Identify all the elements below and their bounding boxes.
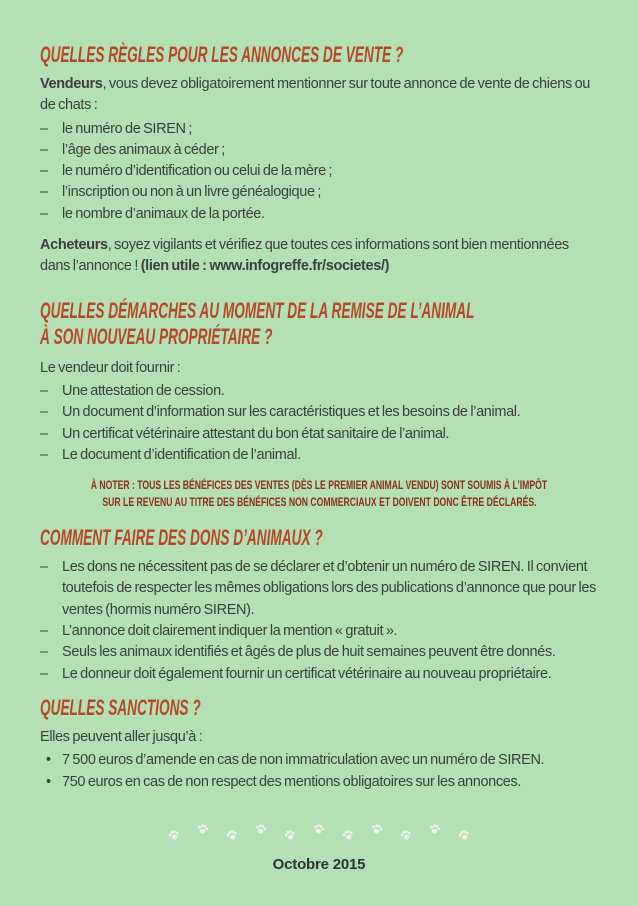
infogreffe-url: (lien utile : www.infogreffe.fr/societes/) [140, 258, 390, 275]
list-item: – Seuls les animaux identifiés et âgés de plus de huit semaines peuvent être donnés. [40, 642, 598, 663]
tax-note [40, 477, 598, 511]
rules-list [40, 119, 598, 225]
list-item: – le numéro d’identification ou celui de la mère ; [40, 161, 598, 182]
paw-print-icon [370, 822, 385, 837]
handover-intro: Le vendeur doit fournir : [40, 359, 181, 376]
paw-print-row [0, 822, 638, 848]
buyers-note [40, 235, 598, 278]
buyers-note-text: , soyez vigilants et vérifiez que toutes ces informations sont bien mentionnées dans l’annonce ! [40, 237, 569, 275]
buyers-note-lead: Acheteurs [40, 237, 108, 254]
paw-print-icon [341, 828, 356, 843]
list-item: – Un certificat vétérinaire attestant du bon état sanitaire de l’animal. [40, 424, 598, 445]
sanctions-intro: Elles peuvent aller jusqu’à : [40, 728, 203, 745]
donations-list [40, 557, 598, 685]
paw-print-icon [428, 822, 443, 837]
list-item: – l’âge des animaux à céder ; [40, 140, 598, 161]
list-item: – Le document d’identification de l’animal. [40, 445, 598, 466]
paw-print-icon [283, 828, 298, 843]
tax-note-line1: À NOTER : TOUS LES BÉNÉFICES DES VENTES (DÈS LE PREMIER ANIMAL VENDU) SONT SOUMIS À L’IMPÔT [90, 478, 548, 493]
handover-heading-line2: À SON NOUVEAU PROPRIÉTAIRE ? [40, 323, 273, 349]
list-item: – le nombre d’animaux de la portée. [40, 204, 598, 225]
paw-print-icon [457, 828, 472, 843]
rules-intro-text: , vous devez obligatoirement mentionner sur toute annonce de vente de chiens ou de chats : [40, 76, 591, 114]
section-heading-sanctions: QUELLES SANCTIONS ? [40, 694, 201, 720]
section-heading-rules: QUELLES RÈGLES POUR LES ANNONCES DE VENTE ? [40, 42, 404, 67]
list-item: – L’annonce doit clairement indiquer la mention « gratuit ». [40, 621, 598, 642]
list-item: – Une attestation de cession. [40, 381, 598, 402]
paw-print-icon [225, 828, 240, 843]
tax-note-line2: SUR LE REVENU AU TITRE DES BÉNÉFICES NON COMMERCIAUX ET DOIVENT DONC ÊTRE DÉCLARÉS. [101, 495, 537, 510]
rules-intro-lead: Vendeurs [40, 76, 103, 92]
handover-list [40, 381, 598, 466]
sanctions-list [40, 750, 598, 793]
paw-print-icon [254, 822, 269, 837]
flyer-footer [0, 822, 638, 873]
list-item: – Le donneur doit également fournir un certificat vétérinaire au nouveau propriétaire. [40, 664, 598, 685]
paw-print-icon [399, 828, 414, 843]
handover-heading-line1: QUELLES DÉMARCHES AU MOMENT DE LA REMISE DE L’ANIMAL [40, 297, 475, 323]
publication-date: Octobre 2015 [272, 856, 366, 873]
list-item: • 750 euros en cas de non respect des mentions obligatoires sur les annonces. [40, 772, 598, 793]
paw-print-icon [312, 822, 327, 837]
rules-intro [40, 74, 598, 117]
list-item: – Un document d’information sur les caractéristiques et les besoins de l’animal. [40, 402, 598, 423]
list-item: – le numéro de SIREN ; [40, 119, 598, 140]
section-heading-handover [40, 297, 475, 350]
list-item: • 7 500 euros d’amende en cas de non immatriculation avec un numéro de SIREN. [40, 750, 598, 771]
section-heading-donations: COMMENT FAIRE DES DONS D’ANIMAUX ? [40, 525, 323, 551]
list-item: – l’inscription ou non à un livre généalogique ; [40, 182, 598, 203]
list-item: – Les dons ne nécessitent pas de se déclarer et d’obtenir un numéro de SIREN. Il convient toutefois de respecter les mêmes obligations lors des publications d’annonce que pour les ventes (hormis numéro SIREN). [40, 557, 598, 621]
paw-print-icon [196, 822, 211, 837]
paw-print-icon [167, 828, 182, 843]
